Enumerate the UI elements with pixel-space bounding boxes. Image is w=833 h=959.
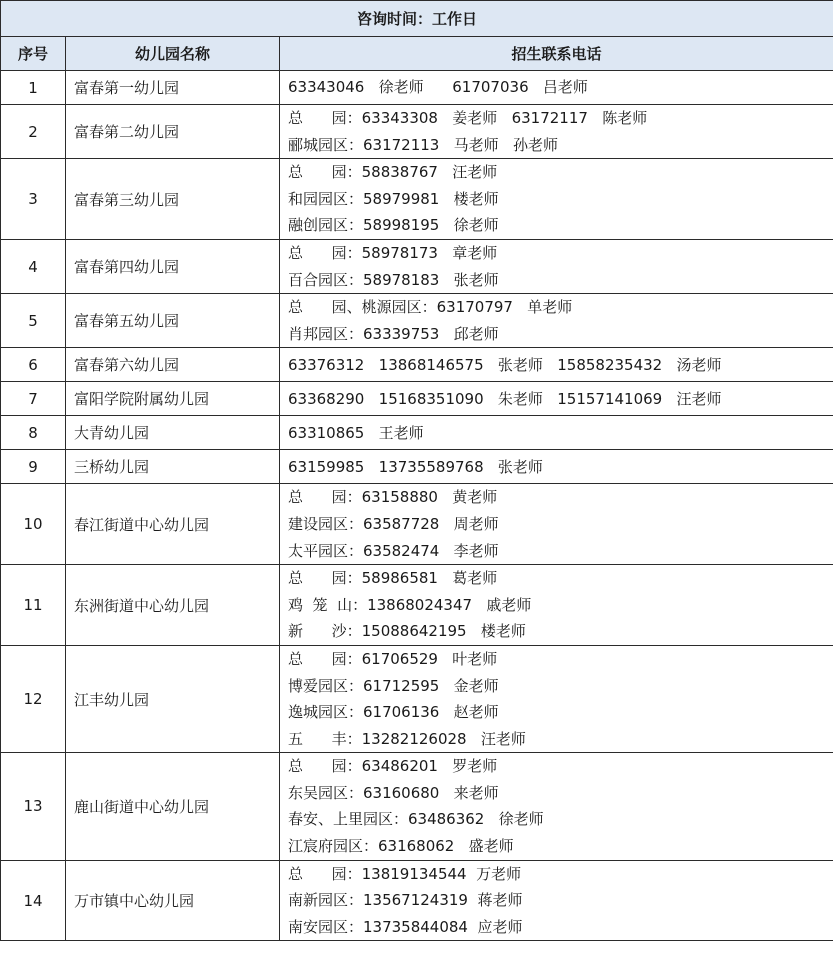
contact-line: 博爱园区：61712595 金老师 [288,676,499,695]
contact-cell [280,753,833,860]
table-row [1,348,833,382]
table-row [1,753,833,860]
contact-cell [280,382,833,416]
table-row [1,565,833,646]
row-number: 10 [1,484,66,565]
kindergarten-name: 富春第一幼儿园 [66,71,280,105]
contact-cell [280,71,833,105]
row-number: 5 [1,294,66,348]
contact-cell [280,450,833,484]
table-row [1,71,833,105]
contact-line: 总 园：58838767 汪老师 [288,163,498,182]
contact-line: 肖邦园区：63339753 邱老师 [288,324,499,343]
contact-cell [280,105,833,159]
contact-cell [280,860,833,941]
table-title-row [1,1,833,37]
table-row [1,416,833,450]
table-row [1,645,833,752]
contact-line: 南安园区：13735844084 应老师 [288,917,523,936]
table-row [1,860,833,941]
contact-line: 总 园：13819134544 万老师 [288,864,522,883]
row-number: 13 [1,753,66,860]
kindergarten-name: 三桥幼儿园 [66,450,280,484]
kindergarten-name: 东洲街道中心幼儿园 [66,565,280,646]
contact-line: 太平园区：63582474 李老师 [288,541,499,560]
contact-line: 总 园：63343308 姜老师 63172117 陈老师 [288,109,648,127]
table-row [1,484,833,565]
kindergarten-name: 富春第四幼儿园 [66,239,280,293]
contact-cell [280,239,833,293]
table-row [1,159,833,240]
contact-cell [280,645,833,752]
kindergarten-name: 富春第三幼儿园 [66,159,280,240]
row-number: 1 [1,71,66,105]
table-row [1,450,833,484]
contact-line: 63159985 13735589768 张老师 [288,457,543,476]
row-number: 7 [1,382,66,416]
table-row [1,294,833,348]
kindergarten-name: 富春第六幼儿园 [66,348,280,382]
row-number: 3 [1,159,66,240]
contact-line: 和园园区：58979981 楼老师 [288,189,499,208]
kindergarten-name: 春江街道中心幼儿园 [66,484,280,565]
row-number: 12 [1,645,66,752]
row-number: 9 [1,450,66,484]
table-row [1,382,833,416]
contact-cell [280,159,833,240]
contact-cell [280,484,833,565]
contact-cell [280,565,833,646]
contact-line: 融创园区：58998195 徐老师 [288,216,499,235]
contact-line: 南新园区：13567124319 蒋老师 [288,891,523,910]
contact-line: 总 园：63158880 黄老师 [288,488,498,507]
contact-line: 建设园区：63587728 周老师 [288,514,499,533]
kindergarten-name: 富春第五幼儿园 [66,294,280,348]
table-row [1,105,833,159]
contact-line: 总 园：58978173 章老师 [288,243,498,262]
contact-line: 东吴园区：63160680 来老师 [288,783,499,802]
kindergarten-name: 江丰幼儿园 [66,645,280,752]
contact-line: 总 园：63486201 罗老师 [288,757,498,776]
header-kindergarten-name: 幼儿园名称 [66,37,280,71]
contact-line: 郦城园区：63172113 马老师 孙老师 [288,135,558,154]
row-number: 4 [1,239,66,293]
table-row [1,239,833,293]
table-header-row [1,37,833,71]
contact-line: 63310865 王老师 [288,423,424,442]
table-title: 咨询时间：工作日 [1,1,833,37]
header-contact-phone: 招生联系电话 [280,37,833,71]
row-number: 2 [1,105,66,159]
contact-line: 63376312 13868146575 张老师 15858235432 汤老师 [288,355,722,374]
contact-line: 逸城园区：61706136 赵老师 [288,703,499,722]
contact-cell [280,348,833,382]
row-number: 8 [1,416,66,450]
contact-line: 63368290 15168351090 朱老师 15157141069 汪老师 [288,389,722,408]
kindergarten-name: 鹿山街道中心幼儿园 [66,753,280,860]
row-number: 6 [1,348,66,382]
contact-cell [280,416,833,450]
kindergarten-name: 大青幼儿园 [66,416,280,450]
row-number: 14 [1,860,66,941]
contact-line: 鸡 笼 山：13868024347 戚老师 [288,595,532,614]
contact-line: 百合园区：58978183 张老师 [288,270,499,289]
contact-line: 总 园：61706529 叶老师 [288,649,498,668]
contact-line: 63343046 徐老师 61707036 吕老师 [288,78,588,97]
contact-line: 五 丰：13282126028 汪老师 [288,729,526,748]
kindergarten-name: 万市镇中心幼儿园 [66,860,280,941]
header-number: 序号 [1,37,66,71]
kindergarten-name: 富阳学院附属幼儿园 [66,382,280,416]
contact-line: 新 沙：15088642195 楼老师 [288,622,526,641]
contact-cell [280,294,833,348]
contact-line: 总 园：58986581 葛老师 [288,569,498,588]
contact-line: 江宸府园区：63168062 盛老师 [288,837,514,856]
contact-line: 总 园、桃源园区：63170797 单老师 [288,298,573,317]
contact-line: 春安、上里园区：63486362 徐老师 [288,810,544,829]
row-number: 11 [1,565,66,646]
kindergarten-name: 富春第二幼儿园 [66,105,280,159]
